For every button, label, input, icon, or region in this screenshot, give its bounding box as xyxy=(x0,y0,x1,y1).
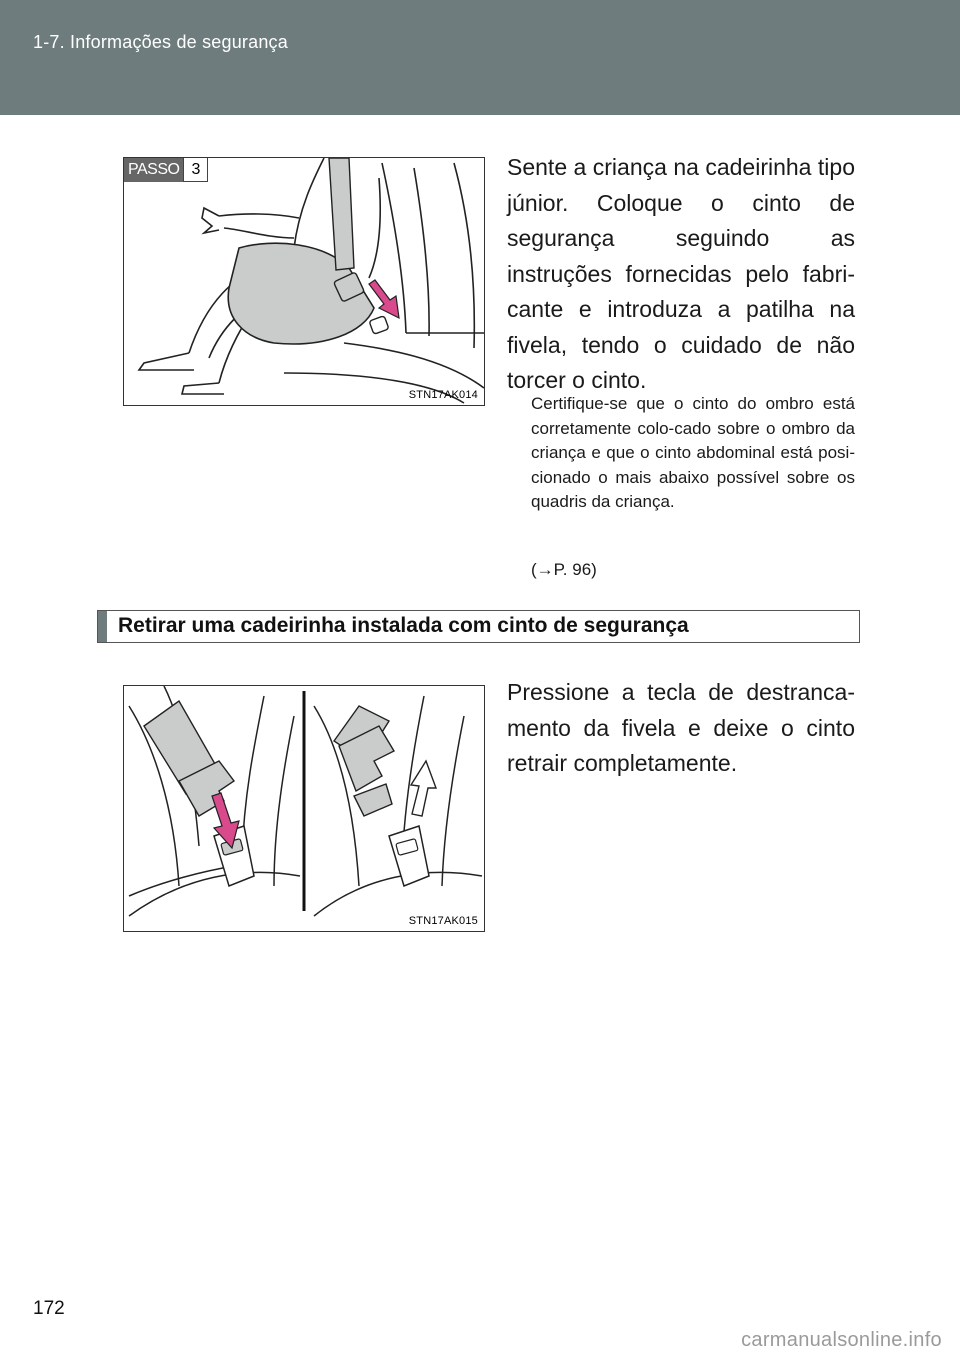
section-heading xyxy=(97,610,860,643)
step3-instruction: Sente a criança na cadeirinha tipo júnior. Coloque o cinto de segurança seguindo as instruções fornecidas pelo fabri-cante e introduza a patilha na fivela, tendo o cuidado de não torcer o cinto. xyxy=(507,154,855,393)
figure-code: STN17AK015 xyxy=(408,915,478,927)
page-reference-link[interactable]: (→P. 96) xyxy=(531,560,597,579)
section-heading-title: Retirar uma cadeirinha instalada com cinto de segurança xyxy=(118,614,689,637)
buckle-release-drawing xyxy=(124,686,484,931)
buckle-release-instruction: Pressione a tecla de destranca-mento da fivela e deixe o cinto retrair completamente. xyxy=(507,679,855,776)
header-band xyxy=(0,0,960,115)
step-number: 3 xyxy=(183,158,208,182)
step-label: PASSO xyxy=(124,158,183,182)
booster-seat-illustration xyxy=(123,157,485,406)
step-badge xyxy=(124,158,208,182)
section-heading-bar xyxy=(98,611,107,642)
watermark: carmanualsonline.info xyxy=(741,1329,942,1351)
figure-code: STN17AK014 xyxy=(408,389,478,401)
booster-seat-drawing xyxy=(124,158,484,405)
page-number: 172 xyxy=(33,1298,65,1319)
belt-position-note: Certifique-se que o cinto do ombro está corretamente colo-cado sobre o ombro da criança e que o cinto abdominal está posi-cionado o mais abaixo possível sobre os quadris da criança. xyxy=(531,394,855,511)
buckle-release-illustration xyxy=(123,685,485,932)
section-breadcrumb: 1-7. Informações de segurança xyxy=(33,32,288,52)
